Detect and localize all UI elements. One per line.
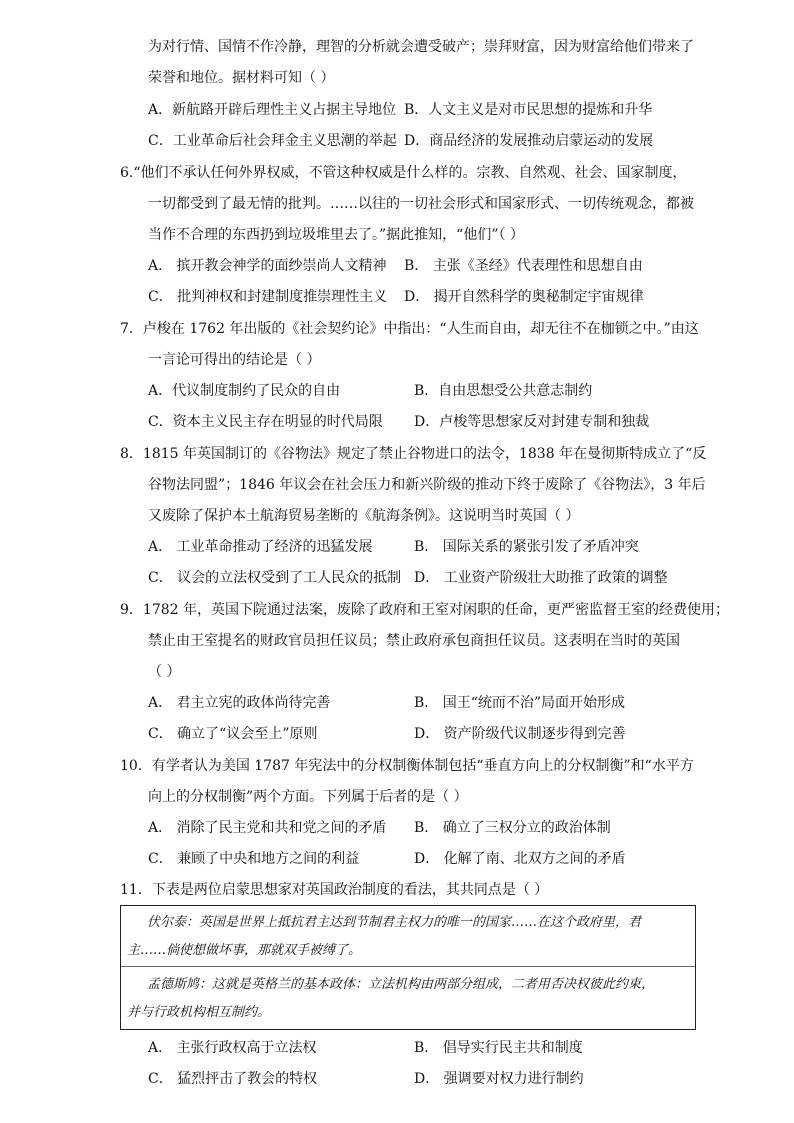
q9-option-c: C． 确立了“议会至上”原则 xyxy=(148,726,318,742)
q5-stem-line-2: 荣誉和地位。据材料可知（ ） xyxy=(148,70,335,86)
q10-stem-line-2: 向上的分权制衡”两个方面。下列属于后者的是（ ） xyxy=(148,789,468,805)
q8-option-b: B． 国际关系的紧张引发了矛盾冲突 xyxy=(414,539,639,555)
q11-montesquieu-line-1: 孟德斯鸠：这就是英格兰的基本政体：立法机构由两部分组成，二者用否决权彼此约束， xyxy=(147,977,655,992)
q5-option-a: A．新航路开辟后理性主义占据主导地位 xyxy=(148,102,397,118)
q7-option-d: D．卢梭等思想家反对封建专制和独裁 xyxy=(414,414,650,430)
q8-option-a: A． 工业革命推动了经济的迅猛发展 xyxy=(148,539,373,555)
q7-option-a: A．代议制度制约了民众的自由 xyxy=(148,383,341,399)
q7-stem-line-2: 一言论可得出的结论是（ ） xyxy=(148,352,321,368)
q11-montesquieu-line-2: 并与行政机构相互制约。 xyxy=(127,1005,271,1020)
q11-option-d: D． 强调要对权力进行制约 xyxy=(414,1071,584,1087)
q6-option-a: A． 摈开教会神学的面纱崇尚人文精神 xyxy=(148,258,387,274)
q5-option-b: B．人文主义是对市民思想的提炼和升华 xyxy=(404,102,653,118)
q9-stem-line-2: 禁止由王室提名的财政官员担任议员；禁止政府承包商担任议员。这表明在当时的英国 xyxy=(148,633,680,649)
q9-option-b: B． 国王“统而不治”局面开始形成 xyxy=(414,695,626,711)
q10-stem-line-1: 10．有学者认为美国 1787 年宪法中的分权制衡体制包括“垂直方向上的分权制衡”和“水平方 xyxy=(120,758,694,774)
q6-stem-line-1: 6.“他们不承认任何外界权威，不管这种权威是什么样的。宗教、自然观、社会、国家制度， xyxy=(120,165,687,181)
q8-stem-line-2: 谷物法同盟”；1846 年议会在社会压力和新兴阶级的推动下终于废除了《谷物法》，3 年后 xyxy=(148,477,706,493)
q5-option-d: D．商品经济的发展推动启蒙运动的发展 xyxy=(404,133,654,149)
q11-stem-line-1: 11．下表是两位启蒙思想家对英国政治制度的看法，其共同点是（ ） xyxy=(120,882,549,898)
q11-option-a: A． 主张行政权高于立法权 xyxy=(148,1040,317,1056)
q7-stem-line-1: 7．卢梭在 1762 年出版的《社会契约论》中指出：“人生而自由，却无往不在枷锁之中。”由这 xyxy=(120,321,699,337)
q5-option-c: C．工业革命后社会拜金主义思潮的举起 xyxy=(148,133,397,149)
q10-option-b: B． 确立了三权分立的政治体制 xyxy=(414,820,611,836)
q6-stem-line-2: 一切都受到了最无情的批判。……以往的一切社会形式和国家形式、一切传统观念，都被 xyxy=(148,196,694,212)
q11-voltaire-line-2: 主……倘使想做坏事，那就双手被缚了。 xyxy=(127,943,362,958)
q8-stem-line-1: 8．1815 年英国制订的《谷物法》规定了禁止谷物进口的法令，1838 年在曼彻斯特成立了“反 xyxy=(120,446,707,462)
q9-stem-line-3: （ ） xyxy=(148,664,181,680)
q11-table-divider xyxy=(121,966,695,967)
q11-quote-table xyxy=(120,905,696,1030)
q10-option-c: C． 兼顾了中央和地方之间的利益 xyxy=(148,851,360,867)
q9-option-a: A． 君主立宪的政体尚待完善 xyxy=(148,695,331,711)
q7-option-c: C．资本主义民主存在明显的时代局限 xyxy=(148,414,383,430)
q9-stem-line-1: 9．1782 年，英国下院通过法案，废除了政府和王室对闲职的任命，更严密监督王室的经费使用； xyxy=(120,602,729,618)
q5-stem-line-1: 为对行情、国情不作冷静，理智的分析就会遭受破产；崇拜财富，因为财富给他们带来了 xyxy=(148,39,694,55)
q6-option-d: D． 揭开自然科学的奥秘制定宇宙规律 xyxy=(404,289,644,305)
q11-option-c: C． 猛烈抨击了教会的特权 xyxy=(148,1071,318,1087)
q8-option-d: D． 工业资产阶级壮大助推了政策的调整 xyxy=(414,570,668,586)
q6-stem-line-3: 当作不合理的东西扔到垃圾堆里去了。”据此推知，“他们”（ ） xyxy=(148,227,524,243)
q7-option-b: B．自由思想受公共意志制约 xyxy=(414,383,593,399)
q9-option-d: D． 资产阶级代议制逐步得到完善 xyxy=(414,726,626,742)
q11-option-b: B． 倡导实行民主共和制度 xyxy=(414,1040,583,1056)
q10-option-a: A． 消除了民主党和共和党之间的矛盾 xyxy=(148,820,387,836)
q11-voltaire-line-1: 伏尔泰：英国是世界上抵抗君主达到节制君主权力的唯一的国家……在这个政府里，君 xyxy=(147,915,642,930)
q6-option-b: B． 主张《圣经》代表理性和思想自由 xyxy=(404,258,643,274)
q8-stem-line-3: 又废除了保护本土航海贸易垄断的《航海条例》。这说明当时英国（ ） xyxy=(148,508,580,524)
q6-option-c: C． 批判神权和封建制度推崇理性主义 xyxy=(148,289,388,305)
q10-option-d: D． 化解了南、北双方之间的矛盾 xyxy=(414,851,626,867)
q8-option-c: C． 议会的立法权受到了工人民众的抵制 xyxy=(148,570,402,586)
